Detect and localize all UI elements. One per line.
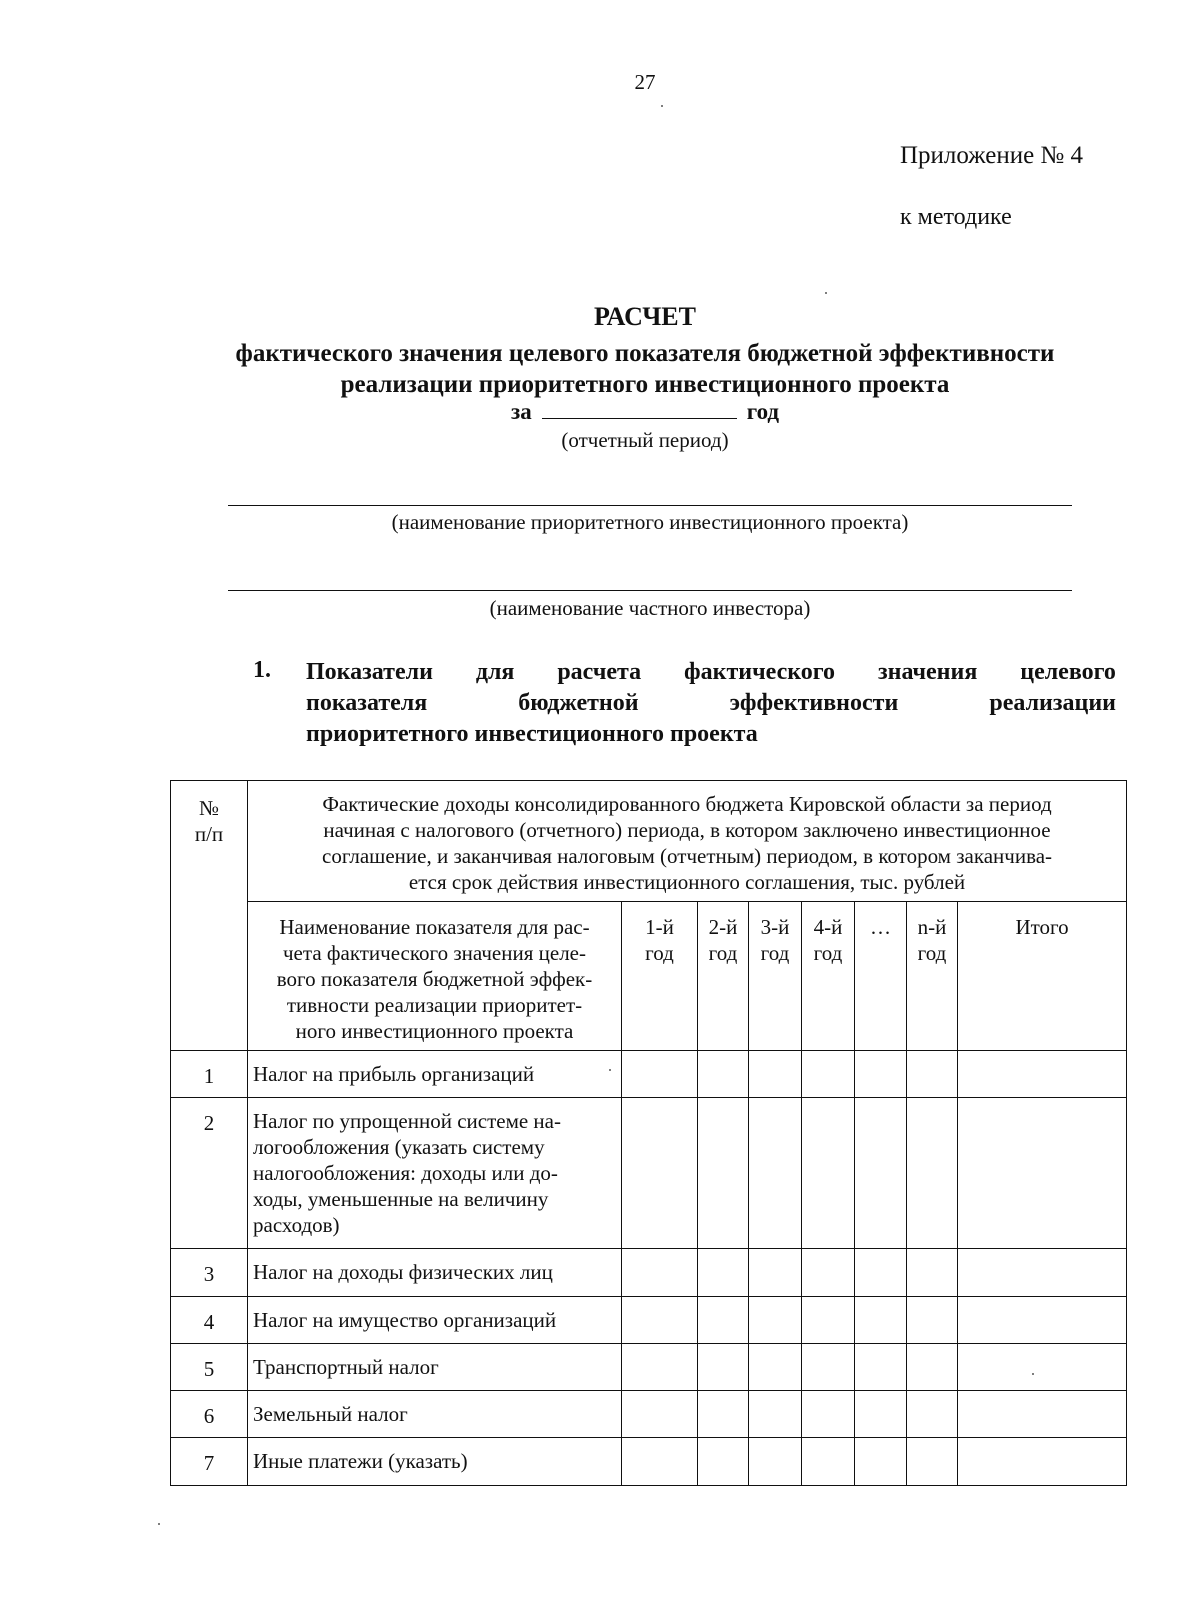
row-indicator-name: Налог по упрощенной системе на- логообложения (указать систему налогообложения: доходы или до- ходы, уменьшенные на величину расходов): [248, 1098, 622, 1249]
year-1-cell[interactable]: [622, 1249, 698, 1297]
header-line: Наименование показателя для рас-: [279, 915, 590, 939]
year-1-cell[interactable]: [622, 1051, 698, 1098]
year-4-cell[interactable]: [802, 1438, 855, 1486]
row-indicator-name: Транспортный налог: [248, 1344, 622, 1391]
heading-word: фактического: [684, 659, 836, 685]
row-number: 6: [171, 1391, 248, 1438]
heading-word: эффективности: [729, 690, 899, 716]
subtitle-line-2: реализации приоритетного инвестиционного проекта: [340, 371, 950, 398]
row-number: 7: [171, 1438, 248, 1486]
year-ellipsis-cell[interactable]: [855, 1438, 907, 1486]
total-cell[interactable]: [958, 1249, 1127, 1297]
heading-word: значения: [877, 659, 978, 685]
num-header-symbol: №: [198, 796, 220, 820]
section-heading-line-3: приоритетного инвестиционного проекта: [306, 721, 758, 747]
year-ellipsis-header: …: [855, 902, 907, 1051]
year-ellipsis-cell[interactable]: [855, 1297, 907, 1344]
section-number: 1.: [253, 657, 271, 683]
header-line: ного инвестиционного проекта: [295, 1019, 574, 1043]
row-indicator-name: Налог на имущество организаций: [248, 1297, 622, 1344]
year-n-cell[interactable]: [907, 1391, 958, 1438]
year-3-cell[interactable]: [749, 1391, 802, 1438]
heading-word: показателя: [306, 690, 428, 716]
table-header-row-1: [171, 781, 1127, 902]
appendix-label: Приложение № 4: [900, 142, 1084, 169]
year-3-header: 3-й год: [749, 902, 802, 1051]
year-3-cell[interactable]: [749, 1051, 802, 1098]
year-3-cell[interactable]: [749, 1344, 802, 1391]
period-hint: (отчетный период): [561, 428, 729, 452]
row-number: 5: [171, 1344, 248, 1391]
year-4-cell[interactable]: [802, 1051, 855, 1098]
year-2-cell[interactable]: [698, 1249, 749, 1297]
row-number: 3: [171, 1249, 248, 1297]
table-row: [171, 1249, 1127, 1297]
year-n-cell[interactable]: [907, 1297, 958, 1344]
year-n-cell[interactable]: [907, 1249, 958, 1297]
period-suffix: год: [746, 399, 780, 424]
year-2-header: 2-й год: [698, 902, 749, 1051]
header-line: начиная с налогового (отчетного) периода, в котором заключено инвестиционное: [323, 818, 1051, 842]
project-name-caption: (наименование приоритетного инвестиционного проекта): [391, 510, 909, 534]
table-row: [171, 1297, 1127, 1344]
document-title: РАСЧЕТ: [594, 302, 696, 331]
table-row: [171, 1051, 1127, 1098]
period-prefix: за: [510, 399, 532, 424]
year-1-cell[interactable]: [622, 1098, 698, 1249]
header-line: чета фактического значения целе-: [283, 941, 586, 965]
year-4-cell[interactable]: [802, 1297, 855, 1344]
row-number: 2: [171, 1098, 248, 1249]
project-name-blank-field[interactable]: [228, 505, 1072, 506]
num-header-abbr: п/п: [194, 822, 224, 846]
year-1-cell[interactable]: [622, 1297, 698, 1344]
total-cell[interactable]: [958, 1297, 1127, 1344]
investor-name-blank-field[interactable]: [228, 590, 1072, 591]
header-line: тивности реализации приоритет-: [286, 993, 583, 1017]
indicator-name-header: [248, 902, 622, 1051]
year-1-cell[interactable]: [622, 1391, 698, 1438]
row-number: 4: [171, 1297, 248, 1344]
year-3-cell[interactable]: [749, 1438, 802, 1486]
year-2-cell[interactable]: [698, 1344, 749, 1391]
year-ellipsis-cell[interactable]: [855, 1098, 907, 1249]
table-row: [171, 1098, 1127, 1249]
heading-word: бюджетной: [518, 690, 639, 716]
heading-word: целевого: [1020, 659, 1116, 685]
year-ellipsis-cell[interactable]: [855, 1249, 907, 1297]
table-row: [171, 1344, 1127, 1391]
year-4-cell[interactable]: [802, 1249, 855, 1297]
total-cell[interactable]: [958, 1051, 1127, 1098]
total-cell[interactable]: [958, 1098, 1127, 1249]
table-row: [171, 1438, 1127, 1486]
total-cell[interactable]: [958, 1344, 1127, 1391]
year-2-cell[interactable]: [698, 1297, 749, 1344]
year-n-cell[interactable]: [907, 1051, 958, 1098]
appendix-sub: к методике: [900, 204, 1012, 230]
year-ellipsis-cell[interactable]: [855, 1391, 907, 1438]
section-heading-line-2: [306, 688, 1116, 719]
document-subtitle: [150, 338, 1140, 400]
scan-speck: [1032, 1373, 1034, 1375]
scan-speck: [661, 105, 663, 107]
year-3-cell[interactable]: [749, 1249, 802, 1297]
year-ellipsis-cell[interactable]: [855, 1344, 907, 1391]
year-2-cell[interactable]: [698, 1051, 749, 1098]
page-number: 27: [634, 70, 656, 94]
year-1-cell[interactable]: [622, 1438, 698, 1486]
year-1-cell[interactable]: [622, 1344, 698, 1391]
subtitle-line-1: фактического значения целевого показателя бюджетной эффективности: [235, 340, 1055, 367]
total-cell[interactable]: [958, 1438, 1127, 1486]
year-n-cell[interactable]: [907, 1438, 958, 1486]
year-2-cell[interactable]: [698, 1391, 749, 1438]
row-indicator-name: Налог на доходы физических лиц: [248, 1249, 622, 1297]
row-indicator-name: Иные платежи (указать): [248, 1438, 622, 1486]
year-ellipsis-cell[interactable]: [855, 1051, 907, 1098]
header-line: вого показателя бюджетной эффек-: [276, 967, 593, 991]
header-line: соглашение, и заканчивая налоговым (отчетным) периодом, в котором заканчива-: [322, 844, 1053, 868]
heading-word: для: [475, 659, 515, 685]
row-indicator-name: Налог на прибыль организаций: [248, 1051, 622, 1098]
num-column-header: [171, 781, 248, 1051]
year-4-cell[interactable]: [802, 1098, 855, 1249]
income-main-header: [248, 781, 1127, 902]
header-line: ется срок действия инвестиционного соглашения, тыс. рублей: [408, 870, 966, 894]
table-row: [171, 1391, 1127, 1438]
year-2-cell[interactable]: [698, 1098, 749, 1249]
year-n-cell[interactable]: [907, 1344, 958, 1391]
section-heading-line-1: [306, 657, 1116, 688]
indicators-table: [170, 780, 1127, 1486]
year-3-cell[interactable]: [749, 1098, 802, 1249]
heading-word: реализации: [989, 690, 1116, 716]
period-blank-field[interactable]: [542, 398, 737, 419]
period-line: [0, 398, 1200, 425]
row-indicator-name: Земельный налог: [248, 1391, 622, 1438]
heading-word: расчета: [557, 659, 642, 685]
total-cell[interactable]: [958, 1391, 1127, 1438]
section-heading: [306, 657, 1116, 750]
heading-word: Показатели: [306, 659, 433, 685]
scan-speck: [825, 292, 827, 294]
year-1-header: 1-й год: [622, 902, 698, 1051]
year-3-cell[interactable]: [749, 1297, 802, 1344]
year-2-cell[interactable]: [698, 1438, 749, 1486]
year-n-header: n-й год: [907, 902, 958, 1051]
table-header-row-2: [171, 902, 1127, 1051]
total-header: Итого: [958, 902, 1127, 1051]
scan-speck: [609, 1069, 611, 1071]
year-4-cell[interactable]: [802, 1391, 855, 1438]
investor-name-caption: (наименование частного инвестора): [489, 596, 811, 620]
scan-speck: [158, 1523, 160, 1525]
year-4-header: 4-й год: [802, 902, 855, 1051]
year-4-cell[interactable]: [802, 1344, 855, 1391]
year-n-cell[interactable]: [907, 1098, 958, 1249]
header-line: Фактические доходы консолидированного бюджета Кировской области за период: [322, 792, 1052, 816]
row-number: 1: [171, 1051, 248, 1098]
